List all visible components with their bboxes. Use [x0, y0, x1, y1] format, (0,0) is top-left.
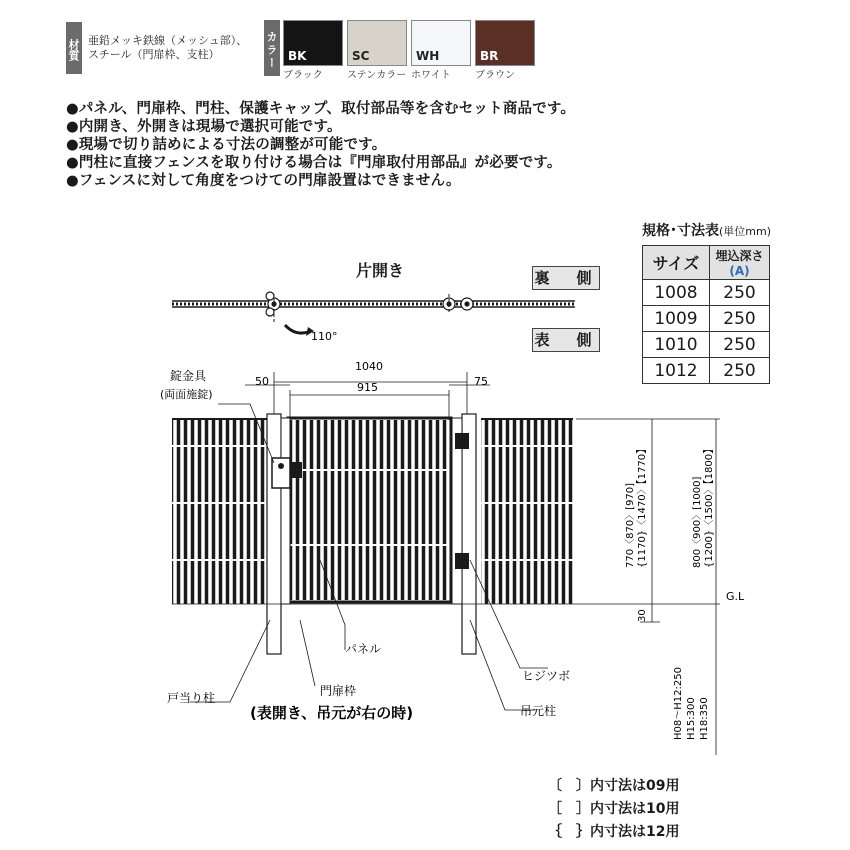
dim-embed-3: H18:350: [699, 697, 710, 740]
spec-cell-size: 1009: [643, 306, 710, 332]
color-label: カラー: [264, 20, 280, 76]
swatch-br-code: BR: [480, 49, 499, 63]
dim-height-inner: 770〈870〉[970]: [625, 482, 636, 568]
back-side-box: 裏 側: [532, 266, 600, 290]
dim-total-width: 1040: [355, 360, 383, 373]
bullet-1: ●パネル、門扉枠、門柱、保護キャップ、取付部品等を含むセット商品です。: [66, 101, 576, 117]
label-lock-sub: (両面施錠): [160, 388, 213, 401]
gate-panel: [290, 420, 449, 600]
spec-cell-depth: 250: [710, 280, 770, 306]
label-hinge-post: 吊元柱: [520, 704, 557, 718]
swatch-wh-name: ホワイト: [411, 70, 451, 81]
bullet-5: ●フェンスに対して角度をつけての門扉設置はできません。: [66, 173, 461, 189]
dim-height-outer: 800〈900〉[1000]: [692, 476, 703, 568]
spec-table-unit: (単位mm): [719, 225, 772, 238]
spec-cell-depth: 250: [710, 306, 770, 332]
spec-cell-size: 1010: [643, 332, 710, 358]
spec-cell-size: 1012: [643, 358, 710, 384]
ground-label: G.L: [726, 590, 745, 603]
swatch-sc-name: ステンカラー: [347, 70, 407, 81]
swatch-wh-code: WH: [416, 49, 440, 63]
label-panel: パネル: [345, 642, 382, 656]
elevation-caption: (表開き、吊元が右の時): [250, 704, 414, 722]
swing-angle: 110°: [311, 330, 338, 343]
material-label: 材質: [66, 22, 82, 74]
swatch-br-name: ブラウン: [475, 70, 515, 81]
hinge-post: [462, 414, 476, 654]
spec-header-depth-text: 埋込深さ: [715, 249, 764, 263]
swatch-sc-code: SC: [352, 49, 370, 63]
label-hinge: ヒジツボ: [522, 669, 571, 683]
bullet-3: ●現場で切り詰めによる寸法の調整が可能です。: [66, 137, 387, 153]
dim-height-outer-2: {1200}〈1500〉【1800】: [704, 443, 715, 568]
bullet-2: ●内開き、外開きは現場で選択可能です。: [66, 119, 342, 135]
dim-right-offset: 75: [474, 375, 488, 388]
bracket-notes: [548, 775, 679, 844]
swatch-bk-code: BK: [288, 49, 307, 63]
dim-height-inner-2: {1170}〈1470〉【1770】: [637, 443, 648, 568]
spec-cell-depth: 250: [710, 332, 770, 358]
bullet-4: ●門柱に直接フェンスを取り付ける場合は『門扉取付用部品』が必要です。: [66, 155, 562, 171]
label-gate-frame: 門扉枠: [320, 684, 357, 698]
label-lock: 錠金具: [170, 369, 207, 383]
spec-table-title-text: 規格･寸法表: [642, 223, 719, 239]
note-12: ｛ ｝内寸法は12用: [548, 824, 680, 840]
note-09: 〔 〕内寸法は09用: [548, 778, 680, 794]
swatch-bk-name: ブラック: [283, 70, 323, 81]
material-line-2: スチール（門扉枠、支柱）: [88, 48, 220, 61]
dim-left-offset: 50: [255, 375, 269, 388]
material-line-1: 亜鉛メッキ鉄線（メッシュ部）、: [88, 34, 248, 47]
dim-gl-gap: 30: [637, 609, 648, 622]
dim-embed-2: H15:300: [686, 697, 697, 740]
spec-header-depth-a: (A): [729, 264, 750, 278]
spec-header-size: サイズ: [643, 246, 710, 280]
dim-inner-width: 915: [357, 381, 378, 394]
lock-latch-icon: [290, 462, 302, 478]
spec-cell-size: 1008: [643, 280, 710, 306]
dim-embed-1: H08～H12:250: [673, 667, 684, 740]
label-door-stop-post: 戸当り柱: [167, 691, 216, 705]
note-10: ［ ］内寸法は10用: [548, 801, 680, 817]
hinge-top-icon: [455, 433, 469, 449]
plan-title: 片開き: [356, 261, 405, 280]
lock-hardware-icon: [272, 458, 290, 488]
spec-cell-depth: 250: [710, 358, 770, 384]
hinge-bottom-icon: [455, 553, 469, 569]
front-side-box: 表 側: [532, 328, 600, 352]
top-dimensions: [245, 372, 490, 420]
